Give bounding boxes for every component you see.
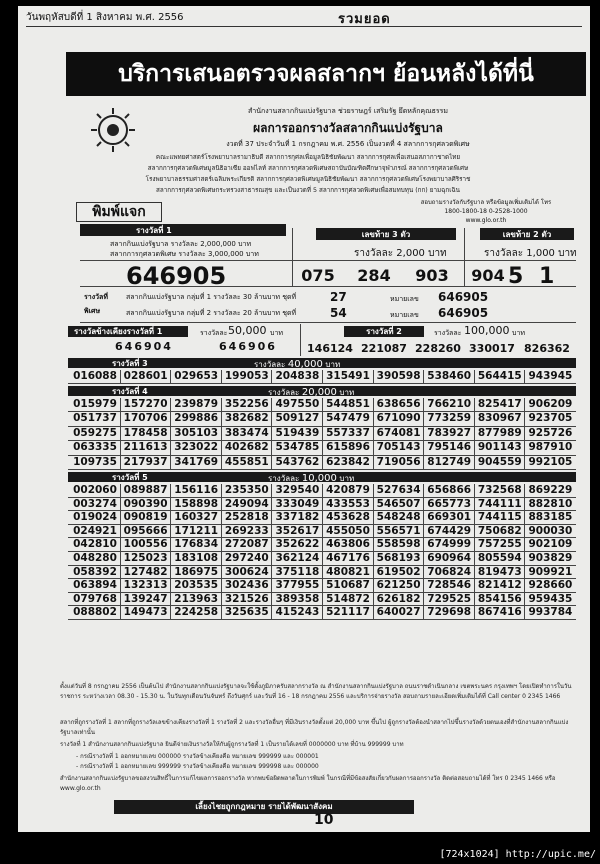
prize5-number: 883185	[528, 511, 573, 524]
newspaper-page	[18, 6, 590, 832]
prize1-number: 646905	[126, 262, 227, 290]
prize4-number: 299886	[174, 412, 219, 425]
prize5-number: 902109	[528, 538, 573, 551]
prize3-col-rule	[524, 370, 525, 384]
prize3-amount: 40,000	[287, 359, 323, 370]
prize4-number: 705143	[376, 441, 421, 454]
prize5-number: 058392	[73, 565, 117, 578]
prize4-number: 904559	[477, 455, 522, 468]
prize5-number: 079768	[73, 592, 117, 605]
prize5-number: 903829	[528, 552, 573, 564]
prize5-number: 095666	[123, 524, 168, 537]
prize2-amount: 100,000	[464, 324, 510, 337]
prize4-number: 923705	[528, 412, 573, 425]
prize3-number: 029653	[174, 370, 219, 382]
divider	[80, 322, 576, 323]
prize5-number: 568193	[376, 552, 421, 564]
prize5-label: รางวัลที่ 5	[112, 472, 148, 482]
prize5-number: 171211	[174, 524, 219, 537]
special-row2-series: 54	[330, 306, 347, 320]
near1-number: 646906	[219, 340, 277, 353]
prize2-number: 826362	[524, 342, 570, 355]
prize5-number: 024921	[73, 524, 117, 537]
prize5-number: 003274	[73, 497, 117, 510]
divider	[292, 228, 293, 286]
prize5-number: 729698	[427, 606, 472, 619]
prize1-line1: สลากกินแบ่งรัฐบาล รางวัลละ 2,000,000 บาท	[110, 240, 252, 248]
prize5-number: 455050	[326, 524, 370, 537]
prize5-col-rule	[221, 484, 222, 620]
prize5-number: 156116	[174, 484, 219, 496]
prize4-number: 925726	[528, 426, 573, 439]
prize5-number: 048280	[73, 552, 117, 564]
footer-paragraph: ตั้งแต่วันที่ 8 กรกฎาคม 2556 เป็นต้นไป สำนักงานสลากกินแบ่งรัฐบาลจะใช้ตั้งภูมิภาครับสลากรางวัล ณ สำนักงานสลากกินแบ่งรัฐบาล ถนนราชดำเนินกลาง เขตพระนคร กรุงเทพฯ โดยเปิดทำการในวันราชการ ระหว่างเวลา 08.30 - 15.30 น. ในวันทุกเดือนวันจันทร์ ถึงวันศุกร์ และวันที่ 16 - 18 กรกฎาคม 2556 และบริการจ่ายรางวัล สอบถามรายละเอียดเพิ่มเติมได้ที่ Call center 0 2345 1466	[60, 683, 572, 700]
charity-notes	[48, 152, 568, 196]
prize5-number: 125023	[123, 552, 168, 564]
prize5-number: 183108	[174, 552, 219, 564]
divider	[80, 260, 576, 261]
prize5-number: 297240	[224, 552, 269, 564]
prize4-number: 992105	[528, 455, 573, 468]
prize5-number: 321526	[224, 592, 269, 605]
prize4-number: 063335	[73, 441, 117, 454]
contact-line: สอบถามรางวัลกับรัฐบาล หรือข้อมูลเพิ่มเติมได้ โทร	[420, 199, 552, 206]
prize5-number: 420879	[326, 484, 370, 496]
special-row1-word: หมายเลข	[390, 295, 419, 303]
prize5-number: 300624	[224, 565, 269, 578]
prize2-unit: บาท	[512, 329, 525, 337]
prize5-number: 690964	[427, 552, 472, 564]
footer-bullet: - กรณีรางวัลที่ 1 ออกหมายเลข 999999 รางวัลข้างเคียงคือ หมายเลข 999998 และ 000000	[76, 763, 319, 770]
prize5-col-rule	[120, 484, 121, 620]
prize5-number: 063894	[73, 579, 117, 592]
prize4-number: 877989	[477, 426, 522, 439]
prize5-number: 269233	[224, 524, 269, 537]
headline-text: บริการเสนอตรวจผลสลากฯ ย้อนหลังได้ที่นี่	[118, 61, 534, 87]
prize2-number: 146124	[307, 342, 353, 355]
prize3-col-rule	[423, 370, 424, 384]
prize4-number: 812749	[427, 455, 472, 468]
prize5-number: 674429	[427, 524, 472, 537]
prize4-amount-group	[268, 386, 354, 396]
special-row1-series: 27	[330, 290, 347, 304]
prize5-number: 854156	[477, 592, 522, 605]
near1-amount: 50,000	[228, 324, 267, 337]
prize4-number: 674081	[376, 426, 421, 439]
prize2-amount-word: รางวัลละ	[434, 329, 462, 337]
special-label2: พิเศษ	[84, 307, 101, 315]
prize5-number: 744115	[477, 511, 522, 524]
lottery-office-emblem-icon	[88, 106, 138, 154]
prize1-line2: สลากการกุศลวดพิเศษ รางวัลละ 3,000,000 บาท	[110, 250, 259, 258]
prize5-number: 750682	[477, 524, 522, 537]
prize4-number: 825417	[477, 398, 522, 410]
prize5-amount-word: รางวัลละ	[268, 474, 300, 483]
note-line: คณะแพทยศาสตร์โรงพยาบาลรามาธิบดี สลากการกุศลเพื่อมูลนิธิชัยพัฒนา สลากการกุศลเพื่อเสนอสภากาชาดไทย	[155, 154, 461, 161]
prize3-number: 204838	[275, 370, 320, 382]
prize4-number: 178458	[123, 426, 168, 439]
headline-banner	[66, 52, 586, 96]
prize4-col-rule	[423, 398, 424, 470]
prize4-number: 783927	[427, 426, 472, 439]
prize4-number: 382682	[224, 412, 269, 425]
prize5-number: 732568	[477, 484, 522, 496]
prize5-number: 352617	[275, 524, 320, 537]
image-watermark: [724x1024] http://upic.me/	[439, 849, 596, 860]
prize3-number: 315491	[326, 370, 370, 382]
prize3-col-rule	[120, 370, 121, 384]
prize4-amount: 20,000	[301, 387, 337, 398]
prize4-number: 341769	[174, 455, 219, 468]
prize3-col-rule	[170, 370, 171, 384]
prize4-unit: บาท	[339, 388, 355, 397]
special-row1-number: 646905	[438, 290, 489, 304]
prize5-number: 100556	[123, 538, 168, 551]
prize3-number: 564415	[477, 370, 522, 382]
prize4-label: รางวัลที่ 4	[112, 386, 148, 396]
prize2-number: 221087	[361, 342, 407, 355]
prize4-number: 051737	[73, 412, 117, 425]
prize5-number: 160327	[174, 511, 219, 524]
last2-amount: รางวัลละ 1,000 บาท	[484, 248, 577, 259]
printed-label: พิมพ์แจก	[76, 202, 162, 222]
prize2-header	[344, 326, 424, 337]
prize4-number: 383474	[224, 426, 269, 439]
prize5-number: 186975	[174, 565, 219, 578]
prize5-number: 377955	[275, 579, 320, 592]
prize5-number: 619502	[376, 565, 421, 578]
special-row2-word: หมายเลข	[390, 311, 419, 319]
prize4-number: 773259	[427, 412, 472, 425]
prize5-number: 249094	[224, 497, 269, 510]
front3-number: 903	[415, 266, 449, 285]
prize4-number: 534785	[275, 441, 320, 454]
special-row2-number: 646905	[438, 306, 489, 320]
footer-paragraph: สำนักงานสลากกินแบ่งรัฐบาลขอสงวนสิทธิ์ในการแก้ไขผลการออกรางวัล หากพบข้อผิดพลาดในการพิมพ์ ในกรณีที่มีข้อสงสัยเกี่ยวกับผลการออกรางวัล ติดต่อสอบถามได้ที่ โทร 0 2345 1466 หรือ www.glo.or.th	[60, 775, 556, 792]
results-title: ผลการออกรางวัลสลากกินแบ่งรัฐบาล	[253, 121, 443, 135]
prize5-number: 235350	[224, 484, 269, 496]
prize4-number: 157270	[123, 398, 168, 410]
prize5-number: 453628	[326, 511, 370, 524]
special-row2-text: สลากกินแบ่งรัฐบาล กลุ่มที่ 2 รางวัลละ 20 ล้านบาท ชุดที่	[126, 309, 297, 317]
prize3-number: 016088	[73, 370, 117, 382]
prize4-number: 402682	[224, 441, 269, 454]
prize5-number: 333049	[275, 497, 320, 510]
prize5-number: 019024	[73, 511, 117, 524]
prize4-col-rule	[474, 398, 475, 470]
prize4-number: 906209	[528, 398, 573, 410]
contact-info	[398, 198, 574, 225]
prize5-col-rule	[322, 484, 323, 620]
prize5-number: 213963	[174, 592, 219, 605]
prize5-number: 993784	[528, 606, 573, 619]
prize5-number: 463806	[326, 538, 370, 551]
prize4-number: 455851	[224, 455, 269, 468]
prize5-number: 869229	[528, 484, 573, 496]
prize1-header	[80, 224, 286, 236]
prize5-number: 158898	[174, 497, 219, 510]
prize3-number: 028601	[123, 370, 168, 382]
prize3-col-rule	[322, 370, 323, 384]
prize5-number: 325635	[224, 606, 269, 619]
government-header	[138, 106, 558, 150]
prize4-number: 901143	[477, 441, 522, 454]
prize4-number: 987910	[528, 441, 573, 454]
prize5-number: 656866	[427, 484, 472, 496]
prize5-number: 909921	[528, 565, 573, 578]
prize5-number: 088802	[73, 606, 117, 619]
prize5-amount-group	[268, 472, 354, 482]
last2-number: 5 1	[508, 264, 559, 289]
footer-bullet: - กรณีรางวัลที่ 1 ออกหมายเลข 000000 รางวัลข้างเคียงคือ หมายเลข 999999 และ 000001	[76, 753, 319, 760]
prize5-number: 089887	[123, 484, 168, 496]
prize5-number: 272087	[224, 538, 269, 551]
prize4-number: 509127	[275, 412, 320, 425]
prize5-number: 819473	[477, 565, 522, 578]
prize5-number: 252818	[224, 511, 269, 524]
prize5-number: 510687	[326, 579, 370, 592]
slogan-bar: เลี้ยงไชยถูกกฎหมาย รายได้พัฒนาสังคม	[114, 800, 414, 814]
prize5-number: 548248	[376, 511, 421, 524]
prize5-number: 329540	[275, 484, 320, 496]
note-line: สลากการกุศลวดพิเศษมูลนิธิอาเซีย ออฟไลท์ สลากการกุศลวดพิเศษสถาบันบัณฑิตศึกษาจุฬาภรณ์ สลากการกุศลวดพิเศษ	[147, 165, 469, 172]
prize4-number: 239879	[174, 398, 219, 410]
prize4-number: 211613	[123, 441, 168, 454]
prize4-number: 323022	[174, 441, 219, 454]
prize3-col-rule	[474, 370, 475, 384]
prize4-number: 830967	[477, 412, 522, 425]
prize5-amount: 10,000	[301, 473, 337, 484]
prize5-col-rule	[524, 484, 525, 620]
prize5-number: 042810	[73, 538, 117, 551]
contact-website: www.glo.or.th	[465, 217, 507, 224]
prize5-number: 757255	[477, 538, 522, 551]
prize5-number: 669301	[427, 511, 472, 524]
last2-label: เลขท้าย 2 ตัว	[502, 229, 552, 239]
front3-amount: รางวัลละ 2,000 บาท	[354, 248, 447, 259]
near1-label: รางวัลข้างเคียงรางวัลที่ 1	[74, 327, 163, 336]
prize4-number: 519439	[275, 426, 320, 439]
prize3-col-rule	[271, 370, 272, 384]
divider	[464, 228, 465, 286]
prize4-col-rule	[322, 398, 323, 470]
prize5-number: 389358	[275, 592, 320, 605]
near1-number: 646904	[115, 340, 173, 353]
prize5-unit: บาท	[339, 474, 355, 483]
prize4-number: 497550	[275, 398, 320, 410]
special-row1-text: สลากกินแบ่งรัฐบาล กลุ่มที่ 1 รางวัลละ 30 ล้านบาท ชุดที่	[126, 293, 297, 301]
prize5-number: 959435	[528, 592, 573, 605]
prize3-number: 199053	[224, 370, 269, 382]
issue-date: วันพฤหัสบดีที่ 1 สิงหาคม พ.ศ. 2556	[26, 12, 184, 23]
prize4-number: 766210	[427, 398, 472, 410]
prize5-number: 375118	[275, 565, 320, 578]
prize5-number: 556571	[376, 524, 421, 537]
prize2-number: 330017	[469, 342, 515, 355]
prize4-number: 623842	[326, 455, 370, 468]
prize5-number: 640027	[376, 606, 421, 619]
prize5-number: 415243	[275, 606, 320, 619]
prize1-label: รางวัลที่ 1	[136, 225, 172, 235]
prize5-col-rule	[423, 484, 424, 620]
prize4-col-rule	[120, 398, 121, 470]
prize3-col-rule	[373, 370, 374, 384]
footer-paragraph: รางวัลที่ 1 สำนักงานสลากกินแบ่งรัฐบาล ยินดีจ่ายเงินรางวัลให้กับผู้ถูกรางวัลที่ 1 เป็นรายได้เลขที่ 0000000 บาท ที่บ้าน 999999 บาท	[60, 741, 404, 748]
near1-unit: บาท	[270, 329, 283, 337]
contact-phones: 1800-1800-18 0-2528-1000	[444, 208, 528, 215]
prize5-number: 521117	[326, 606, 370, 619]
prize5-number: 626182	[376, 592, 421, 605]
prize5-col-rule	[474, 484, 475, 620]
prize4-number: 015979	[73, 398, 117, 410]
prize5-number: 149473	[123, 606, 168, 619]
prize4-col-rule	[221, 398, 222, 470]
prize5-number: 621250	[376, 579, 421, 592]
prize5-number: 867416	[477, 606, 522, 619]
office-motto: สำนักงานสลากกินแบ่งรัฐบาล ช่วยราษฎร์ เสริมรัฐ ยึดหลักคุณธรรม	[247, 107, 449, 115]
prize5-number: 224258	[174, 606, 219, 619]
prize5-number: 467176	[326, 552, 370, 564]
prize4-number: 109735	[73, 455, 117, 468]
prize5-number: 728546	[427, 579, 472, 592]
prize5-number: 203535	[174, 579, 219, 592]
prize5-number: 665773	[427, 497, 472, 510]
prize3-col-rule	[221, 370, 222, 384]
prize5-number: 882810	[528, 497, 573, 510]
prize5-number: 821412	[477, 579, 522, 592]
page-number: 10	[314, 812, 334, 828]
last2-header	[480, 228, 574, 240]
front3-number: 075	[301, 266, 335, 285]
divider	[80, 286, 576, 287]
prize4-col-rule	[524, 398, 525, 470]
prize5-number: 744111	[477, 497, 522, 510]
note-line: โรงพยาบาลธรรมศาสตร์เฉลิมพระเกียรติ สลากการกุศลวดพิเศษมูลนิธิชัยพัฒนา สลากการกุศลวดพิเศษโรงพยาบาลศิริราช	[145, 176, 471, 183]
prize4-number: 547479	[326, 412, 370, 425]
prize4-col-rule	[170, 398, 171, 470]
draw-info: งวดที่ 37 ประจำวันที่ 1 กรกฎาคม พ.ศ. 2556 เป็นงวดที่ 4 สลากการกุศลวดพิเศษ	[226, 140, 470, 148]
prize5-number: 139247	[123, 592, 168, 605]
prize3-amount-group	[254, 358, 340, 368]
prize5-col-rule	[373, 484, 374, 620]
near1-header	[68, 326, 188, 337]
prize3-number: 390598	[376, 370, 421, 382]
prize5-number: 729525	[427, 592, 472, 605]
prize3-number: 538460	[427, 370, 472, 382]
prize5-number: 127482	[123, 565, 168, 578]
prize5-number: 002060	[73, 484, 117, 496]
footer-paragraph: สลากที่ถูกรางวัลที่ 1 สลากที่ถูกรางวัลเลขข้างเคียงรางวัลที่ 1 รางวัลที่ 2 และรางวัลอื่นๆ ที่มีเงินรางวัลตั้งแต่ 20,000 บาท ขึ้นไป ผู้ถูกรางวัลต้องนำสลากไปขึ้นรางวัลด้วยตนเองที่สำนักงานสลากกินแบ่งรัฐบาลเท่านั้น	[60, 719, 569, 736]
prize5-number: 352622	[275, 538, 320, 551]
prize2-label: รางวัลที่ 2	[366, 327, 402, 336]
prize5-number: 362124	[275, 552, 320, 564]
prize3-label: รางวัลที่ 3	[112, 358, 148, 368]
special-label1: รางวัลที่	[84, 293, 108, 301]
front3-number: 284	[357, 266, 391, 285]
prize4-number: 217937	[123, 455, 168, 468]
prize3-unit: บาท	[325, 360, 341, 369]
front3-number: 904	[471, 266, 505, 285]
prize5-number: 090390	[123, 497, 168, 510]
prize5-number: 527634	[376, 484, 421, 496]
prize4-number: 305103	[174, 426, 219, 439]
prize5-number: 706824	[427, 565, 472, 578]
prize4-number: 719056	[376, 455, 421, 468]
publisher-logo: รวมยอด	[338, 12, 391, 27]
prize4-number: 671090	[376, 412, 421, 425]
prize5-col-rule	[271, 484, 272, 620]
prize5-number: 132313	[123, 579, 168, 592]
prize5-number: 302436	[224, 579, 269, 592]
prize2-number: 228260	[415, 342, 461, 355]
front3-label: เลขท้าย 3 ตัว	[361, 229, 411, 239]
prize3-amount-word: รางวัลละ	[254, 360, 286, 369]
prize4-number: 059275	[73, 426, 117, 439]
prize4-number: 638656	[376, 398, 421, 410]
prize4-col-rule	[373, 398, 374, 470]
prize5-number: 337182	[275, 511, 320, 524]
prize5-number: 900030	[528, 524, 573, 537]
near1-amount-word: รางวัลละ	[200, 329, 228, 337]
prize5-number: 674999	[427, 538, 472, 551]
prize5-number: 176834	[174, 538, 219, 551]
prize5-number: 928660	[528, 579, 573, 592]
prize5-number: 090819	[123, 511, 168, 524]
header-divider	[26, 26, 582, 27]
prize4-number: 543762	[275, 455, 320, 468]
prize5-number: 546507	[376, 497, 421, 510]
prize5-number: 514872	[326, 592, 370, 605]
prize5-col-rule	[170, 484, 171, 620]
prize5-number: 480821	[326, 565, 370, 578]
prize4-amount-word: รางวัลละ	[268, 388, 300, 397]
prize5-number: 558598	[376, 538, 421, 551]
prize4-number: 170706	[123, 412, 168, 425]
prize4-number: 352256	[224, 398, 269, 410]
prize4-number: 795146	[427, 441, 472, 454]
prize4-number: 544851	[326, 398, 370, 410]
prize3-number: 943945	[528, 370, 573, 382]
note-line: สลากการกุศลวดพิเศษกระทรวงสาธารณสุข และเป็นงวดที่ 5 สลากการกุศลวดพิเศษเพื่อสมทบทุน (กก) ยามฉุกเฉิน	[156, 187, 460, 194]
prize4-col-rule	[271, 398, 272, 470]
front3-header	[316, 228, 456, 240]
prize4-number: 615896	[326, 441, 370, 454]
prize5-number: 805594	[477, 552, 522, 564]
prize5-number: 433553	[326, 497, 370, 510]
prize4-number: 557337	[326, 426, 370, 439]
divider	[300, 324, 301, 356]
